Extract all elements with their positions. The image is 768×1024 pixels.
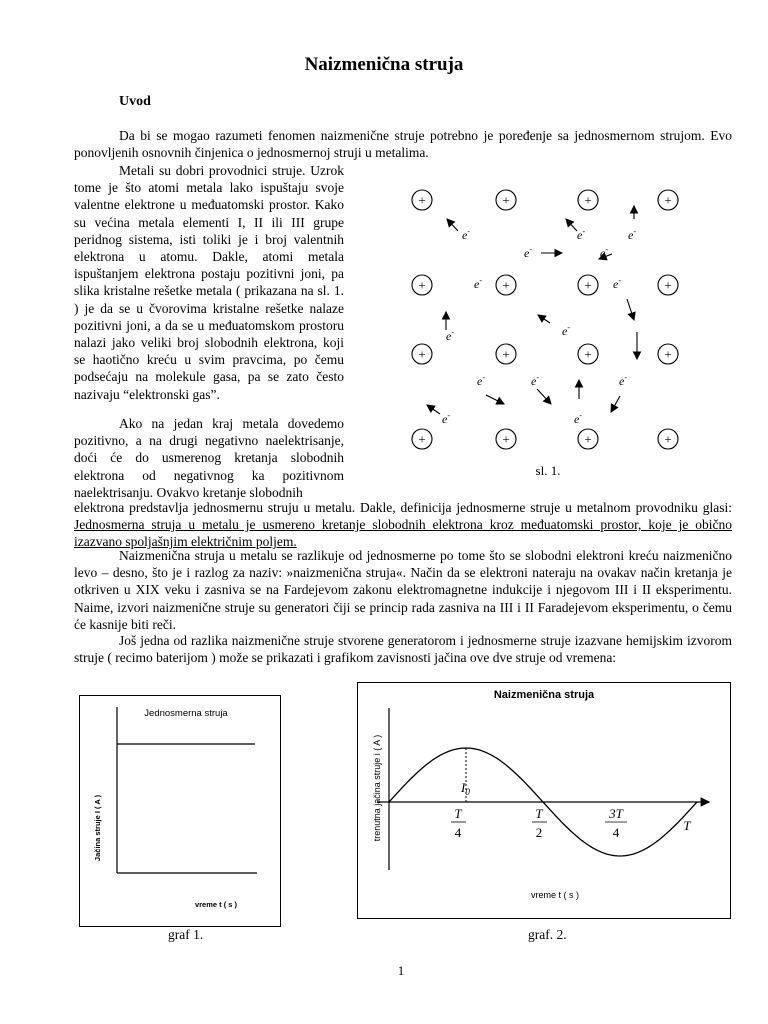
- electron-motion-arrow: [538, 315, 550, 323]
- page-number: 1: [397, 963, 405, 978]
- positive-ion: [412, 190, 432, 210]
- svg-text:+: +: [418, 192, 426, 208]
- tick-t-label: T: [683, 818, 691, 833]
- graph-2-caption: graf. 2.: [528, 927, 567, 942]
- graph-2-title: Naizmenična struja: [493, 689, 595, 701]
- positive-ion: [578, 190, 598, 210]
- svg-text:+: +: [502, 346, 510, 362]
- svg-text:+: +: [664, 277, 672, 293]
- tick-t2-denominator: 2: [535, 825, 543, 840]
- definition-intro: elektrona predstavlja jednosmernu struju u metalu. Dakle, definicija jednosmerne struje u metalnom provodniku glasi:: [74, 500, 732, 515]
- electron-label: e-: [531, 373, 539, 388]
- svg-text:+: +: [664, 431, 672, 447]
- graph-1-ylabel: Jačina struje I ( A ): [93, 794, 102, 862]
- graph-2: [357, 682, 731, 919]
- electron-motion-arrow: [627, 299, 634, 320]
- electron-motion-arrow: [427, 405, 440, 414]
- electron-motion-arrow: [537, 389, 551, 404]
- positive-ion: [658, 190, 678, 210]
- paragraph-3: Naizmenična struja u metalu se razlikuje od jednosmerne po tome što se slobodni elektroni kreću naizmenično levo – desno, što je i razlog za naziv: »naizmenična struja«. Način da se elektroni nateraju na ovakav način kretanja je otkriven u XIX veku i zasniva se na Fardejevom zakonu elektromagnetne indukcije i njegovom III i II eksperimentu. Naime, izvori naizmenične struje su generatori čiji se princip rada zasniva na III i II Faradejevom eksperimentu, o čemu će kasnije biti reči.: [74, 548, 732, 632]
- electron-label: e-: [613, 276, 621, 291]
- svg-text:+: +: [584, 431, 592, 447]
- electron-labels: [442, 227, 636, 426]
- graph-1: [79, 695, 281, 927]
- electron-label: e-: [442, 411, 450, 426]
- graph-1-caption: graf 1.: [168, 927, 204, 942]
- section-heading: Uvod: [119, 94, 151, 109]
- positive-ion: [578, 344, 598, 364]
- graph-2-amplitude-label: $I_0$: [461, 780, 470, 797]
- electron-label: e-: [446, 328, 454, 343]
- svg-text:+: +: [502, 192, 510, 208]
- tick-t2-numerator: T: [535, 806, 543, 821]
- left-paragraph-2: Ako na jedan kraj metala dovedemo pozitivno, a na drugi negativno naelektrisanje, doći će do usmerenog kretanja slobodnih elektrona od negativnog ka pozitivnom naelektrisanju. Ovakvo kretanje slobodnih: [74, 416, 344, 500]
- electron-label: e-: [574, 411, 582, 426]
- electron-label: e-: [462, 227, 470, 242]
- electron-label: e-: [562, 323, 570, 338]
- tick-3t4-numerator: 3T: [609, 806, 623, 821]
- electron-label: e-: [628, 227, 636, 242]
- tick-t4-denominator: 4: [454, 825, 462, 840]
- svg-text:+: +: [502, 431, 510, 447]
- positive-ion: [496, 190, 516, 210]
- electron-motion-arrow: [447, 219, 458, 231]
- positive-ion: [496, 429, 516, 449]
- electron-motion-arrow: [486, 395, 504, 404]
- positive-ion: [496, 275, 516, 295]
- svg-text:+: +: [664, 346, 672, 362]
- graph-2-xlabel: vreme t ( s ): [530, 890, 580, 900]
- svg-text:+: +: [584, 346, 592, 362]
- svg-text:+: +: [584, 277, 592, 293]
- electron-motion-arrow: [566, 219, 577, 231]
- positive-ion: [412, 275, 432, 295]
- electron-label: e-: [474, 276, 482, 291]
- positive-ion: [496, 344, 516, 364]
- svg-text:+: +: [584, 192, 592, 208]
- electron-label: e-: [619, 373, 627, 388]
- electron-label: e-: [477, 373, 485, 388]
- electron-label: e-: [524, 245, 532, 260]
- page-title: Naizmenična struja: [304, 54, 464, 75]
- paragraph-4: Još jedna od razlika naizmenične struje stvorene generatorom i jednosmerne struje izazvane hemijskim izvorom struje ( recimo baterijom ) može se prikazati i grafikom zavisnosti jačina ove dve struje od vremena:: [74, 633, 732, 666]
- definition-text: Jednosmerna struja u metalu je usmereno kretanje slobodnih elektrona kroz međuatomski prostor, koje je obično izazvano spoljašnjim električnim poljem.: [74, 517, 732, 550]
- intro-paragraph: Da bi se mogao razumeti fenomen naizmenične struje potrebno je poređenje sa jednosmernom strujom. Evo ponovljenih osnovnih činjenica o jednosmernoj struji u metalima.: [74, 128, 732, 161]
- svg-text:+: +: [418, 277, 426, 293]
- graph-2-ylabel: trenutna jačina struje i ( A ): [372, 734, 382, 842]
- positive-ion: [578, 429, 598, 449]
- electron-label: e-: [577, 227, 585, 242]
- graph-1-title: Jednosmerna struja: [144, 708, 228, 719]
- tick-3t4-denominator: 4: [612, 825, 620, 840]
- positive-ion: [658, 275, 678, 295]
- electron-motion-arrow: [611, 396, 620, 412]
- positive-ion: [578, 275, 598, 295]
- positive-ion: [412, 344, 432, 364]
- positive-ion: [658, 429, 678, 449]
- left-paragraph-1: Metali su dobri provodnici struje. Uzrok tome je što atomi metala lako ispuštaju svoje valentne elektrone u međuatomski prostor. Kako su većina metala elementi I, II ili III grupe peridnog sistema, isti toliki je i broj valentnih elektrona u atomu. Dakle, atomi metala ispuštanjem elektrona postaju pozitivni joni, pa slika kristalne rešetke metala ( prikazana na sl. 1. ) je da se u čvorovima kristalne rešetke nalaze pozitivni joni, a da se u međuatomskom prostoru nalazi jako veliki broj slobodnih elektrona, koji se haotično kreću u svim pravcima, po čemu podsećaju na molekule gasa, pa se zato često nazivaju “elektronski gas”.: [74, 163, 344, 402]
- positive-ion: [658, 344, 678, 364]
- figure-1-caption: sl. 1.: [535, 463, 561, 478]
- svg-text:+: +: [418, 346, 426, 362]
- tick-t4-numerator: T: [454, 806, 462, 821]
- definition-paragraph: [74, 499, 732, 551]
- svg-text:+: +: [664, 192, 672, 208]
- svg-text:+: +: [418, 431, 426, 447]
- svg-text:+: +: [502, 277, 510, 293]
- electron-label: e-: [600, 245, 608, 260]
- graph-1-xlabel: vreme t ( s ): [194, 900, 238, 909]
- crystal-lattice-figure: [400, 175, 700, 480]
- positive-ion: [412, 429, 432, 449]
